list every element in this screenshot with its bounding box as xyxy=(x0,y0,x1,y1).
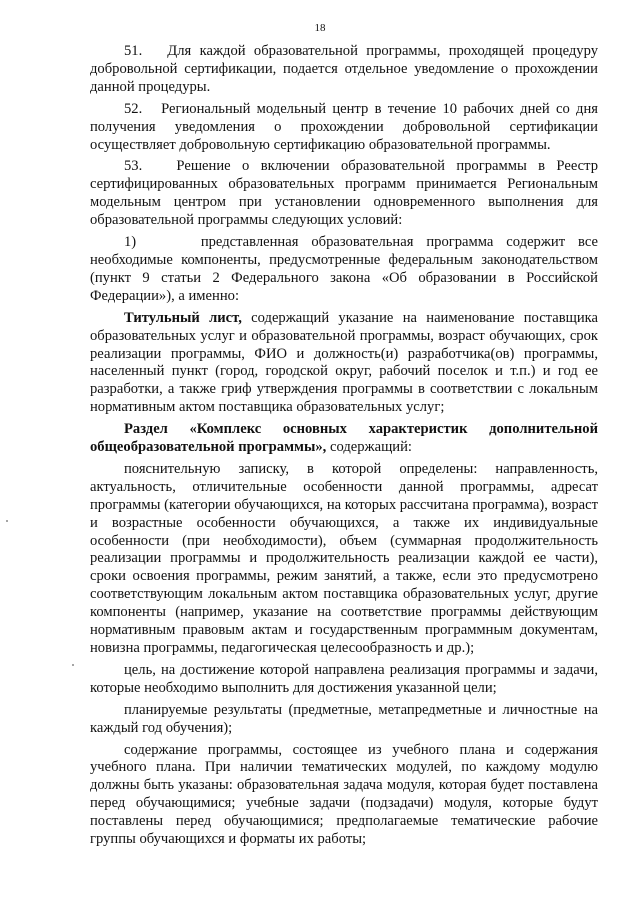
document-body xyxy=(90,43,598,849)
goal-paragraph xyxy=(90,662,598,698)
title-page-paragraph xyxy=(90,310,598,417)
paragraph-text: 51. Для каждой образовательной программы, проходящей процедуру добровольной сертификации, подается отдельное уведомление о прохождении данной процедуры. xyxy=(90,43,598,95)
paragraph-text: 1) представленная образовательная программа содержит все необходимые компоненты, предусмотренные федеральным законодательством (пункт 9 статьи 2 Федерального закона «Об образовании в Российской Федерации»), а именно: xyxy=(90,234,598,304)
explanatory-note-paragraph xyxy=(90,461,598,658)
section-heading-paragraph xyxy=(90,421,598,457)
scan-speck xyxy=(72,664,74,666)
clause-51 xyxy=(90,43,598,97)
planned-results-paragraph xyxy=(90,702,598,738)
scan-speck xyxy=(6,520,8,522)
paragraph-text: пояснительную записку, в которой определены: направленность, актуальность, отличительные особенности данной программы, адресат программы (категории обучающихся, на которых рассчитана программа), возраст и возрастные особенности обучающихся, а также их индивидуальные особенности (при необходимости), объем (суммарная продолжительность реализации программы и продолжительность реализации каждой ее части), сроки освоения программы, режим занятий, а также, если это предусмотрено соответствующим локальным актом поставщика образовательных услуг, другие компоненты (например, указание на соответствие программы действующим нормативным правовым актам и государственным программным документам, новизна программы, педагогическая целесообразность и др.); xyxy=(90,460,598,656)
paragraph-text: содержащий: xyxy=(326,439,412,456)
page-number: 18 xyxy=(314,22,326,34)
paragraph-text: цель, на достижение которой направлена реализация программы и задачи, которые необходимо выполнить для достижения указанной цели; xyxy=(90,661,598,696)
program-content-paragraph xyxy=(90,742,598,849)
paragraph-heading: Титульный лист, xyxy=(124,309,242,326)
paragraph-text: содержание программы, состоящее из учебного плана и содержания учебного плана. При наличии тематических модулей, по каждому модулю должны быть указаны: образовательная задача модуля, которая будет поставлена перед обучающимися; учебные задачи (подзадачи) модуля, которые будут поставлены перед обучающимися; предполагаемые тематические рабочие группы обучающихся и форматы их работы; xyxy=(90,741,598,848)
paragraph-text: 52. Региональный модельный центр в течение 10 рабочих дней со дня получения уведомления о прохождении добровольной сертификации осуществляет добровольную сертификацию образовательной программы. xyxy=(90,100,598,153)
paragraph-text: содержащий указание на наименование поставщика образовательных услуг и образовательной программы, возраст обучающих, срок реализации программы, ФИО и должность(и) разработчика(ов) программы, населенный пункт (город, городской округ, рабочий поселок и т.п.) и год ее разработки, а также гриф утверждения программы в соответствии с локальным нормативным актом поставщика образовательных услуг; xyxy=(90,309,598,416)
clause-53 xyxy=(90,158,598,230)
paragraph-text: 53. Решение о включении образовательной программы в Реестр сертифицированных образовательных программ принимается Региональным модельным центром при установлении одновременного выполнения для образовательной программы следующих условий: xyxy=(90,158,598,229)
paragraph-text: планируемые результаты (предметные, метапредметные и личностные на каждый год обучения); xyxy=(90,701,598,736)
condition-1 xyxy=(90,234,598,306)
paragraph-heading: Раздел «Комплекс основных характеристик дополнительной общеобразовательной программы», xyxy=(90,421,598,456)
clause-52 xyxy=(90,101,598,155)
